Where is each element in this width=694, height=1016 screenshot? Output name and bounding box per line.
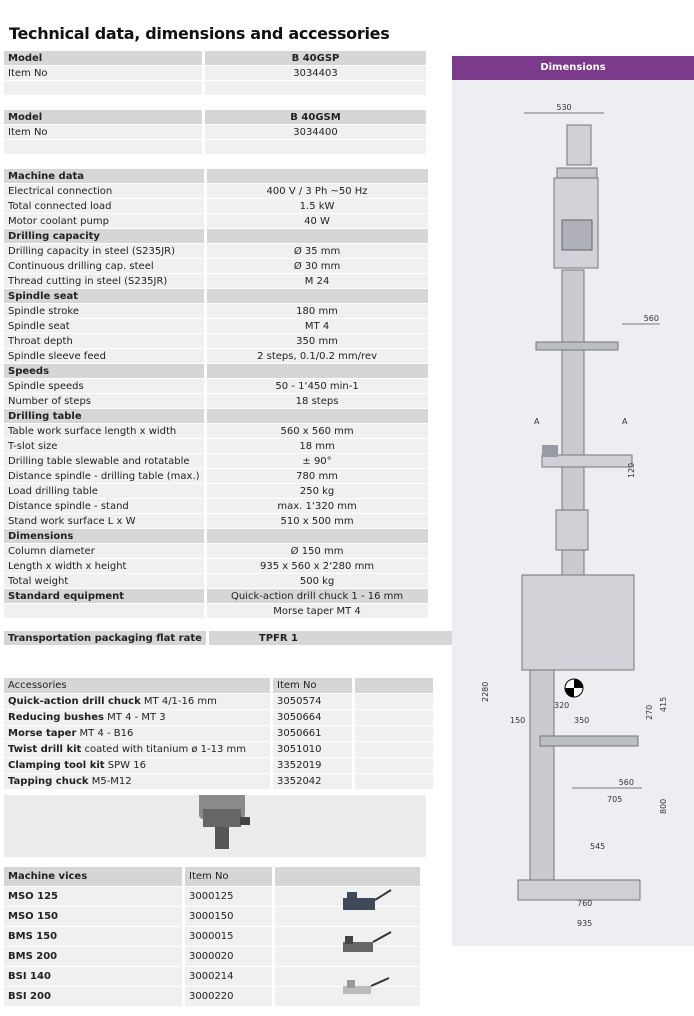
spec-value: 560 x 560 mm [204,424,428,439]
vice-name: BSI 140 [4,967,182,987]
spec-label: Stand work surface L x W [4,514,204,529]
spec-table [4,169,428,619]
vice-item-no: 3000125 [182,887,272,907]
spec-section-header [4,289,428,304]
transport-label: Transportation packaging flat rate [4,631,206,646]
vices-item-header: Item No [182,867,272,887]
spec-value [204,409,428,424]
accessory-item-no: 3050664 [270,710,352,726]
vice-name: BMS 200 [4,947,182,967]
spec-value: 935 x 560 x 2‘280 mm [204,559,428,574]
spec-label: Number of steps [4,394,204,409]
spec-row [4,469,428,484]
transport-table [4,631,476,646]
spec-row [4,334,428,349]
vice-name: MSO 125 [4,887,182,907]
dim-705: 705 [607,795,623,804]
spec-row [4,484,428,499]
model-value: B 40GSP [202,51,426,66]
spec-value: Ø 150 mm [204,544,428,559]
accessory-name [4,710,270,726]
spec-row [4,544,428,559]
model-table-1 [4,51,426,96]
spec-row [4,514,428,529]
spec-label: Drilling table [4,409,204,424]
spec-value: 40 W [204,214,428,229]
accessory-row [4,710,433,726]
spec-row [4,349,428,364]
spec-label: Length x width x height [4,559,204,574]
spec-row [4,379,428,394]
dim-150: 150 [510,716,526,725]
spec-label: T-slot size [4,439,204,454]
accessory-item-no: 3051010 [270,742,352,758]
spec-label: Dimensions [4,529,204,544]
dim-320: 320 [554,701,570,710]
dim-2280: 2280 [481,681,490,702]
dim-560-bottom: 560 [618,778,634,787]
item-value: 3034403 [202,66,426,81]
spec-value: 50 - 1‘450 min-1 [204,379,428,394]
spec-section-header [4,364,428,379]
accessory-row [4,758,433,774]
spec-row [4,214,428,229]
spec-row [4,394,428,409]
model-label: Model [4,110,202,125]
vice-image-mso [343,890,391,910]
spec-value [204,169,428,184]
spec-label: Distance spindle - stand [4,499,204,514]
accessory-name [4,758,270,774]
spec-value: 18 steps [204,394,428,409]
spec-label: Load drilling table [4,484,204,499]
spec-section-header [4,229,428,244]
accessory-row [4,694,433,710]
spec-value: Ø 30 mm [204,259,428,274]
spec-value: 250 kg [204,484,428,499]
accessory-name-bold: Clamping tool kit [8,760,105,771]
accessory-name [4,742,270,758]
dim-935: 935 [577,919,593,928]
spec-value: Quick-action drill chuck 1 - 16 mm [204,589,428,604]
dim-270: 270 [645,704,654,720]
model-value: B 40GSM [202,110,426,125]
dim-120: 120 [627,462,636,478]
accessory-name-bold: Quick-action drill chuck [8,696,141,707]
spec-label: Speeds [4,364,204,379]
spec-label: Motor coolant pump [4,214,204,229]
spec-row [4,424,428,439]
spec-label: Electrical connection [4,184,204,199]
spec-label: Spindle seat [4,289,204,304]
dim-415: 415 [659,696,668,712]
spec-section-header [4,589,428,604]
spec-label: Spindle seat [4,319,204,334]
spec-label: Thread cutting in steel (S235JR) [4,274,204,289]
accessory-name-detail: M5-M12 [88,776,132,787]
spec-value: 1.5 kW [204,199,428,214]
spec-section-header [4,529,428,544]
accessory-name-detail: coated with titanium ø 1-13 mm [81,744,247,755]
item-label: Item No [4,66,202,81]
spec-row [4,499,428,514]
dim-800: 800 [659,798,668,814]
vice-item-no: 3000150 [182,907,272,927]
spec-label: Spindle sleeve feed [4,349,204,364]
accessory-item-no: 3050574 [270,694,352,710]
vices-header: Machine vices [4,867,182,887]
accessory-name-detail: MT 4 - MT 3 [103,712,166,723]
spec-value: 500 kg [204,574,428,589]
dim-760: 760 [577,899,593,908]
spec-label: Table work surface length x width [4,424,204,439]
spec-row [4,184,428,199]
accessory-row [4,726,433,742]
accessory-name-bold: Twist drill kit [8,744,82,755]
item-value: 3034400 [202,125,426,140]
accessories-header: Accessories [4,678,270,694]
dimensions-header: Dimensions [452,56,694,80]
spec-label: Column diameter [4,544,204,559]
spec-label: Distance spindle - drilling table (max.) [4,469,204,484]
machine-drawings [452,80,694,946]
spec-value: 180 mm [204,304,428,319]
spec-value: 510 x 500 mm [204,514,428,529]
spec-value: max. 1‘320 mm [204,499,428,514]
spec-value: Morse taper MT 4 [204,604,428,619]
dim-560-top: 560 [643,314,659,323]
accessory-name [4,774,270,790]
accessory-item-no: 3352042 [270,774,352,790]
spec-row [4,274,428,289]
spec-value: 350 mm [204,334,428,349]
model-table-2 [4,110,426,155]
dim-545: 545 [590,842,606,851]
spec-label: Spindle speeds [4,379,204,394]
vice-item-no: 3000214 [182,967,272,987]
spec-row [4,574,428,589]
vice-item-no: 3000015 [182,927,272,947]
spec-label: Continuous drilling cap. steel [4,259,204,274]
spec-section-header [4,409,428,424]
accessory-row [4,742,433,758]
accessory-name [4,726,270,742]
vice-images [335,880,395,1005]
spec-label [4,604,204,619]
spec-value [204,229,428,244]
spec-value [204,529,428,544]
spec-label: Throat depth [4,334,204,349]
vice-name: BSI 200 [4,987,182,1007]
vice-image-bms [343,932,391,952]
spec-row [4,319,428,334]
accessory-item-no: 3352019 [270,758,352,774]
spec-label: Drilling table slewable and rotatable [4,454,204,469]
spec-row [4,604,428,619]
vice-item-no: 3000020 [182,947,272,967]
section-A-left: A [534,417,540,426]
spec-row [4,454,428,469]
spec-label: Spindle stroke [4,304,204,319]
vice-image-bsi [343,978,389,994]
section-A-right: A [622,417,628,426]
front-view-drawing [524,103,660,600]
spec-label: Drilling capacity in steel (S235JR) [4,244,204,259]
page-title: Technical data, dimensions and accessories [9,24,390,43]
spec-value [204,289,428,304]
spec-label: Drilling capacity [4,229,204,244]
spec-value: MT 4 [204,319,428,334]
spec-value: 2 steps, 0.1/0.2 mm/rev [204,349,428,364]
accessory-name-detail: MT 4/1-16 mm [140,696,217,707]
accessory-name-bold: Morse taper [8,728,77,739]
accessory-name [4,694,270,710]
item-label: Item No [4,125,202,140]
transport-value: TPFR 1 [206,631,476,646]
accessory-item-no: 3050661 [270,726,352,742]
spec-value: Ø 35 mm [204,244,428,259]
spec-row [4,259,428,274]
spec-row [4,304,428,319]
accessory-name-bold: Tapping chuck [8,776,89,787]
spec-value: 18 mm [204,439,428,454]
spec-section-header [4,169,428,184]
spec-label: Total connected load [4,199,204,214]
vice-name: MSO 150 [4,907,182,927]
spec-row [4,244,428,259]
spec-label: Machine data [4,169,204,184]
accessory-name-detail: SPW 16 [104,760,146,771]
model-label: Model [4,51,202,66]
spec-value: ± 90° [204,454,428,469]
spec-label: Total weight [4,574,204,589]
spec-value: 400 V / 3 Ph ~50 Hz [204,184,428,199]
spec-row [4,199,428,214]
accessories-item-header: Item No [270,678,352,694]
spec-row [4,439,428,454]
tapping-chuck-image [4,795,426,857]
spec-value [204,364,428,379]
accessory-name-bold: Reducing bushes [8,712,104,723]
spec-value: 780 mm [204,469,428,484]
accessory-name-detail: MT 4 - B16 [76,728,134,739]
vice-name: BMS 150 [4,927,182,947]
vice-item-no: 3000220 [182,987,272,1007]
dim-350: 350 [574,716,590,725]
spec-label: Standard equipment [4,589,204,604]
dim-530: 530 [556,103,572,112]
accessory-row [4,774,433,790]
spec-row [4,559,428,574]
spec-value: M 24 [204,274,428,289]
tapping-chuck-image-area [4,795,426,857]
accessories-table [4,678,433,790]
